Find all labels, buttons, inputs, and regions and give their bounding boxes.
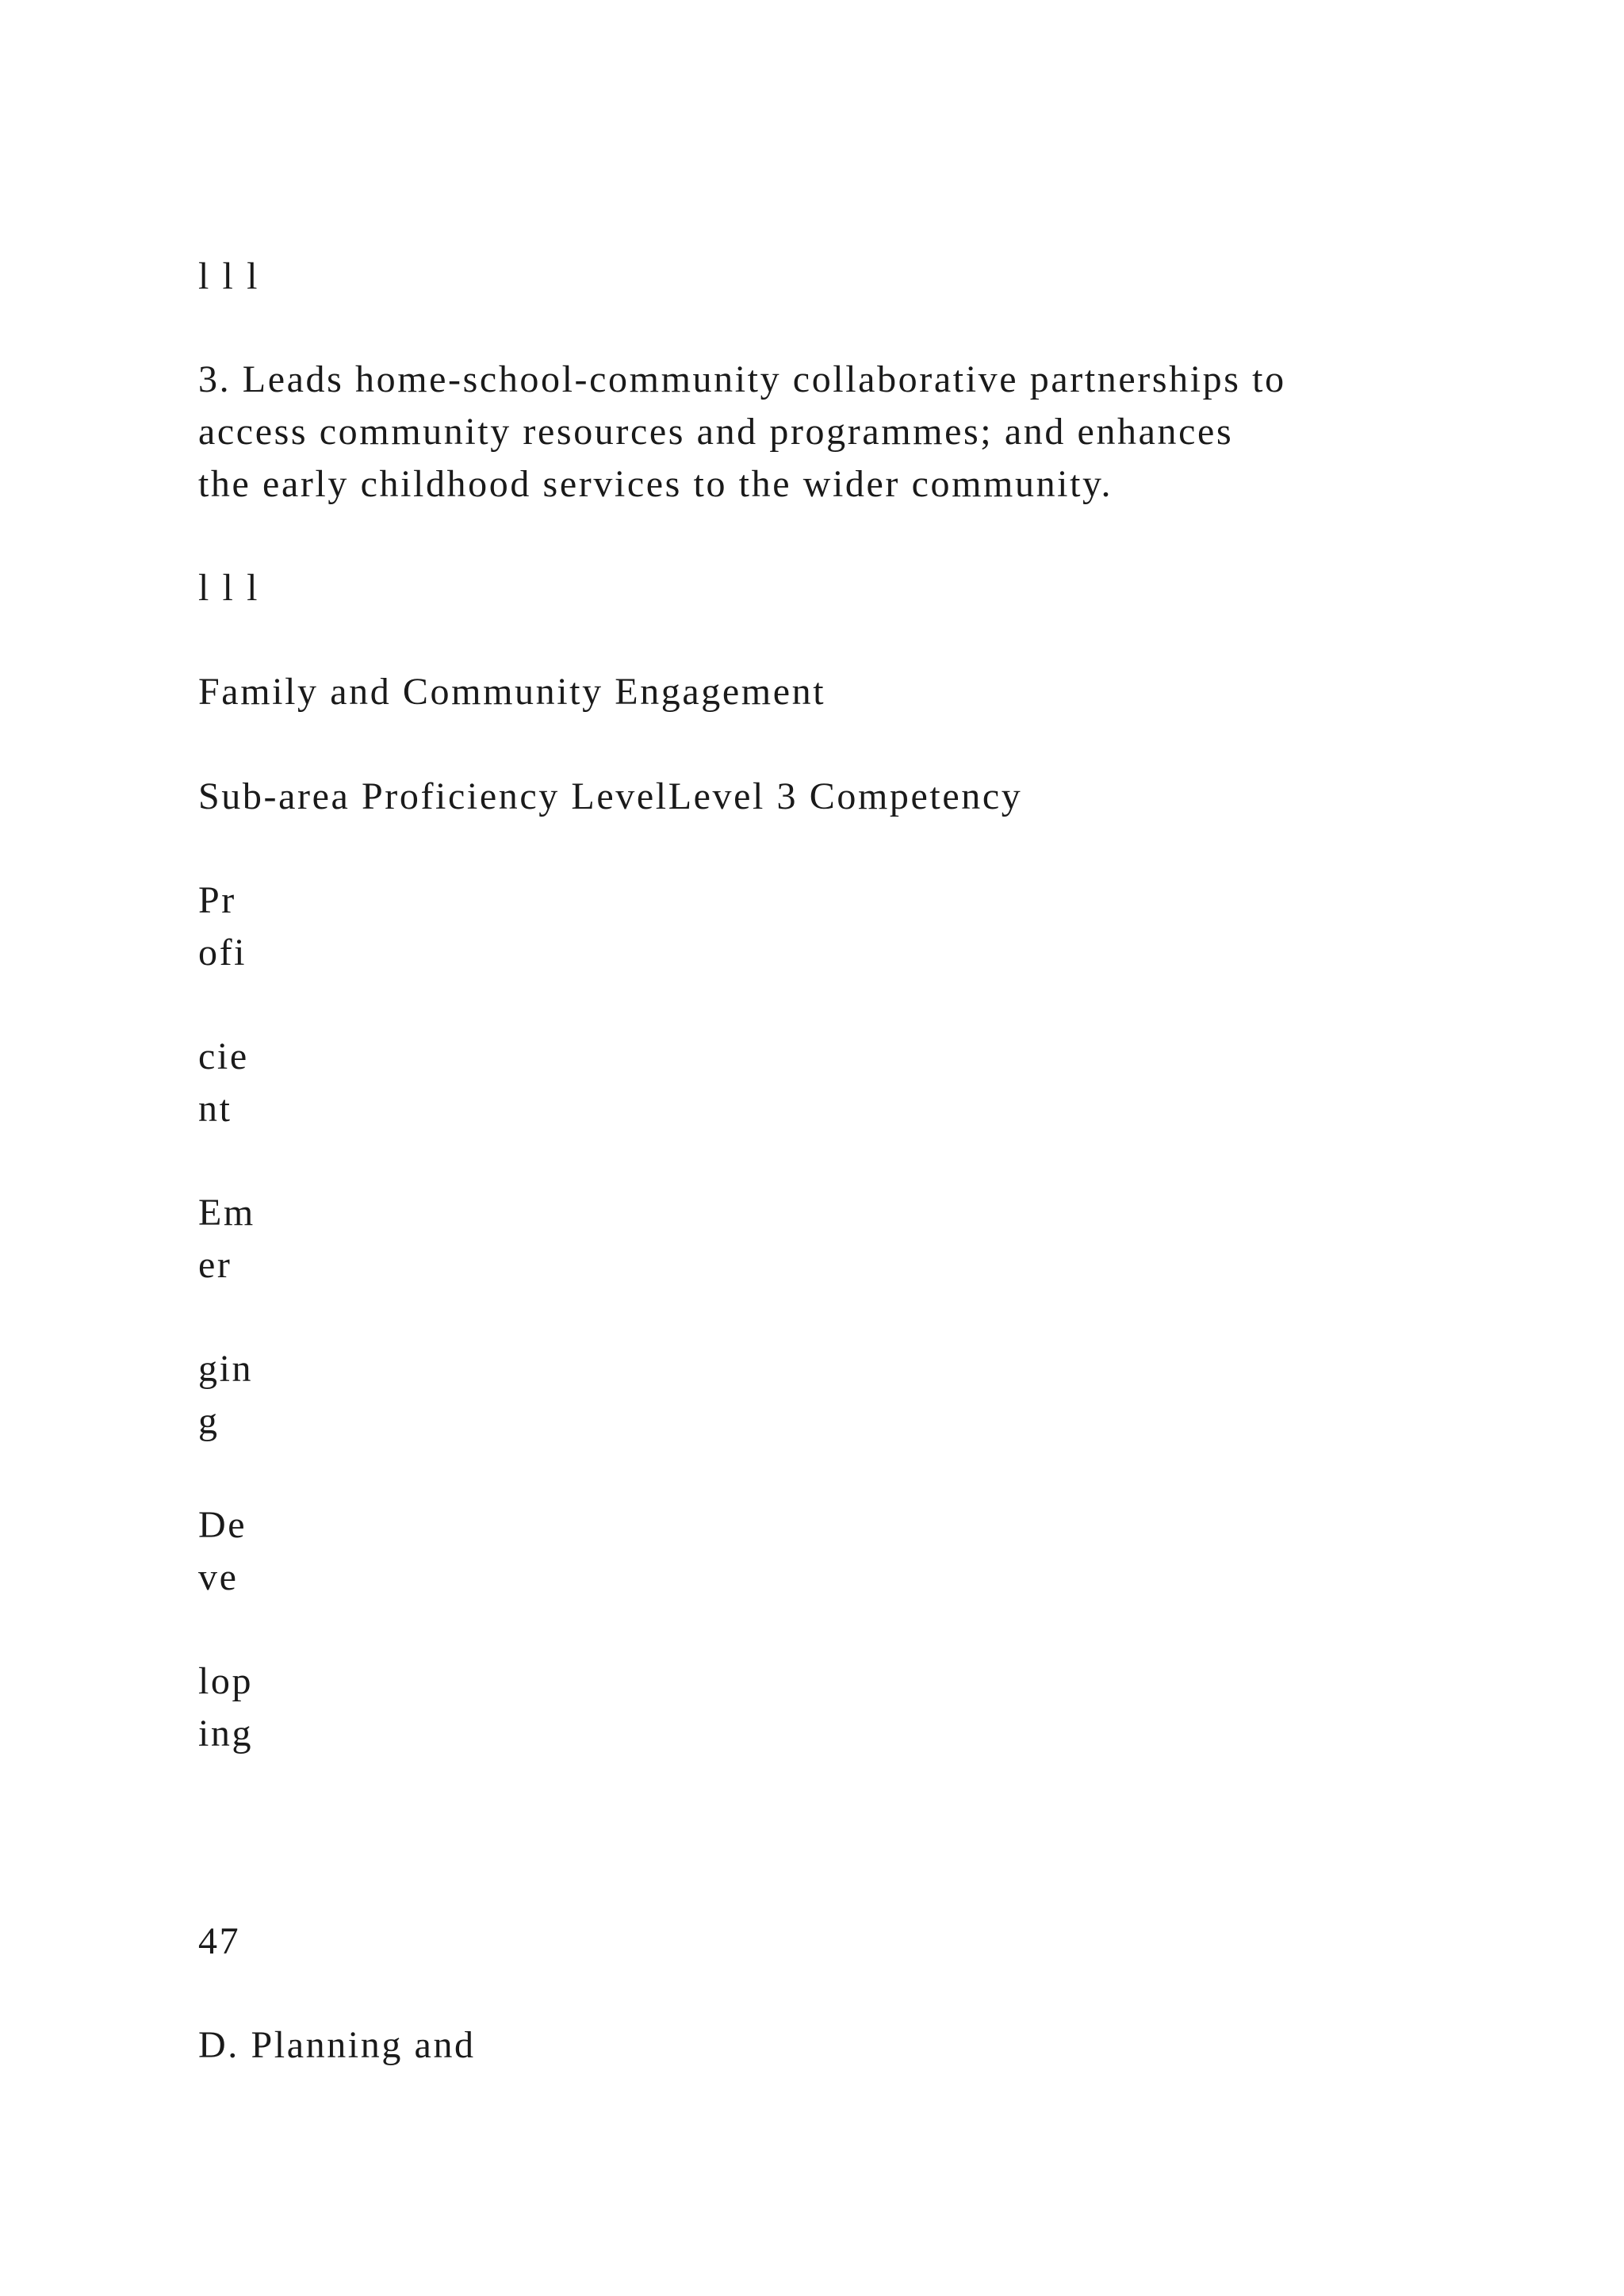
marker-line-top: l l l xyxy=(198,255,260,297)
competency-text-line-2: access community resources and programmes; and enhances xyxy=(198,411,1234,453)
level-developing-part-2: ve xyxy=(198,1556,239,1598)
section-heading-d: D. Planning and xyxy=(198,2024,476,2066)
table-header: Sub-area Proficiency LevelLevel 3 Competency xyxy=(198,775,1023,817)
page-number: 47 xyxy=(198,1920,241,1962)
level-emerging-part-3: gin xyxy=(198,1348,254,1390)
competency-text-line-3: the early childhood services to the wider community. xyxy=(198,463,1113,505)
level-developing-part-1: De xyxy=(198,1504,247,1546)
level-proficient-part-2: ofi xyxy=(198,932,247,974)
level-proficient-part-4: nt xyxy=(198,1088,232,1130)
level-emerging-part-2: er xyxy=(198,1244,232,1286)
level-emerging-part-1: Em xyxy=(198,1192,255,1234)
competency-text-line-1: 3. Leads home-school-community collaborative partnerships to xyxy=(198,358,1286,400)
level-developing-part-3: lop xyxy=(198,1660,254,1702)
level-emerging-part-4: g xyxy=(198,1400,220,1442)
area-heading: Family and Community Engagement xyxy=(198,671,826,713)
marker-line-bottom: l l l xyxy=(198,567,260,609)
level-proficient-part-1: Pr xyxy=(198,879,236,921)
level-proficient-part-3: cie xyxy=(198,1035,249,1077)
level-developing-part-4: ing xyxy=(198,1712,254,1755)
